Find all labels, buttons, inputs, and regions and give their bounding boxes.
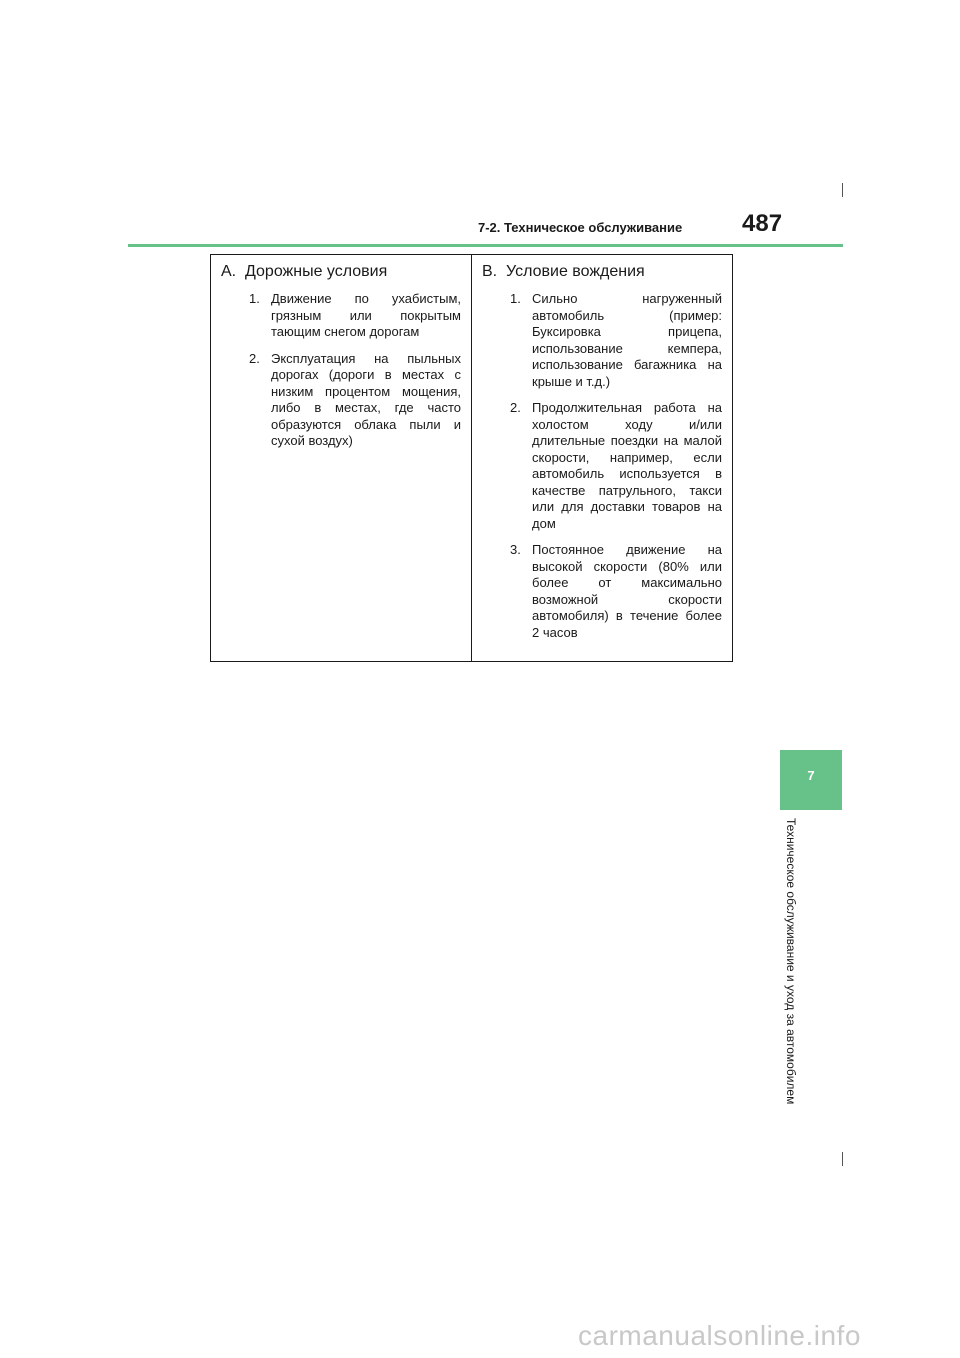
item-number: 2. <box>510 400 521 415</box>
crop-mark-bottom <box>842 1152 843 1166</box>
column-mark: A. <box>221 263 237 280</box>
column-heading <box>482 263 722 281</box>
list-item <box>482 542 722 641</box>
list-item <box>221 291 461 341</box>
item-number: 1. <box>510 291 521 306</box>
item-list <box>221 291 461 450</box>
chapter-tab <box>780 750 842 810</box>
section-header: 7-2. Техническое обслуживание <box>478 220 683 235</box>
crop-mark-top <box>842 183 843 197</box>
column-driving-conditions <box>472 255 733 662</box>
item-text: Постоянное движение на высокой скорости (80% или более от максимально возможной скорости автомобиля) в течение более 2 часов <box>532 542 722 640</box>
column-heading <box>221 263 461 281</box>
watermark: carmanualsonline.info <box>578 1320 861 1351</box>
header-divider <box>128 244 843 247</box>
item-number: 3. <box>510 542 521 557</box>
item-number: 2. <box>249 350 260 366</box>
item-text: Движение по ухабистым, грязным или покрытым тающим снегом дорогам <box>271 291 461 339</box>
item-text: Продолжительная работа на холостом ходу и/или длительные поездки на малой скорости, например, если автомобиль используется в качестве патрульного, такси или для доставки товаров на дом <box>532 400 722 531</box>
item-text: Сильно нагруженный автомобиль (пример: Буксировка прицепа, использование кемпера, использование багажника на крыше и т.д.) <box>532 291 722 389</box>
conditions-table <box>210 254 733 662</box>
column-road-conditions <box>211 255 472 662</box>
column-title: Условие вождения <box>506 263 645 280</box>
list-item <box>221 351 461 450</box>
chapter-number: 7 <box>807 768 815 783</box>
page-number: 487 <box>742 210 783 237</box>
chapter-title: Техническое обслуживание и уход за автомобилем <box>784 818 798 1105</box>
item-number: 1. <box>249 291 260 306</box>
column-mark: B. <box>482 263 498 280</box>
list-item <box>482 291 722 390</box>
column-title: Дорожные условия <box>245 263 388 280</box>
item-list <box>482 291 722 641</box>
list-item <box>482 400 722 532</box>
item-text: Эксплуатация на пыльных дорогах (дороги в местах с низким процентом мощения, либо в местах, где часто образуются облака пыли и сухой воздух) <box>271 350 461 448</box>
